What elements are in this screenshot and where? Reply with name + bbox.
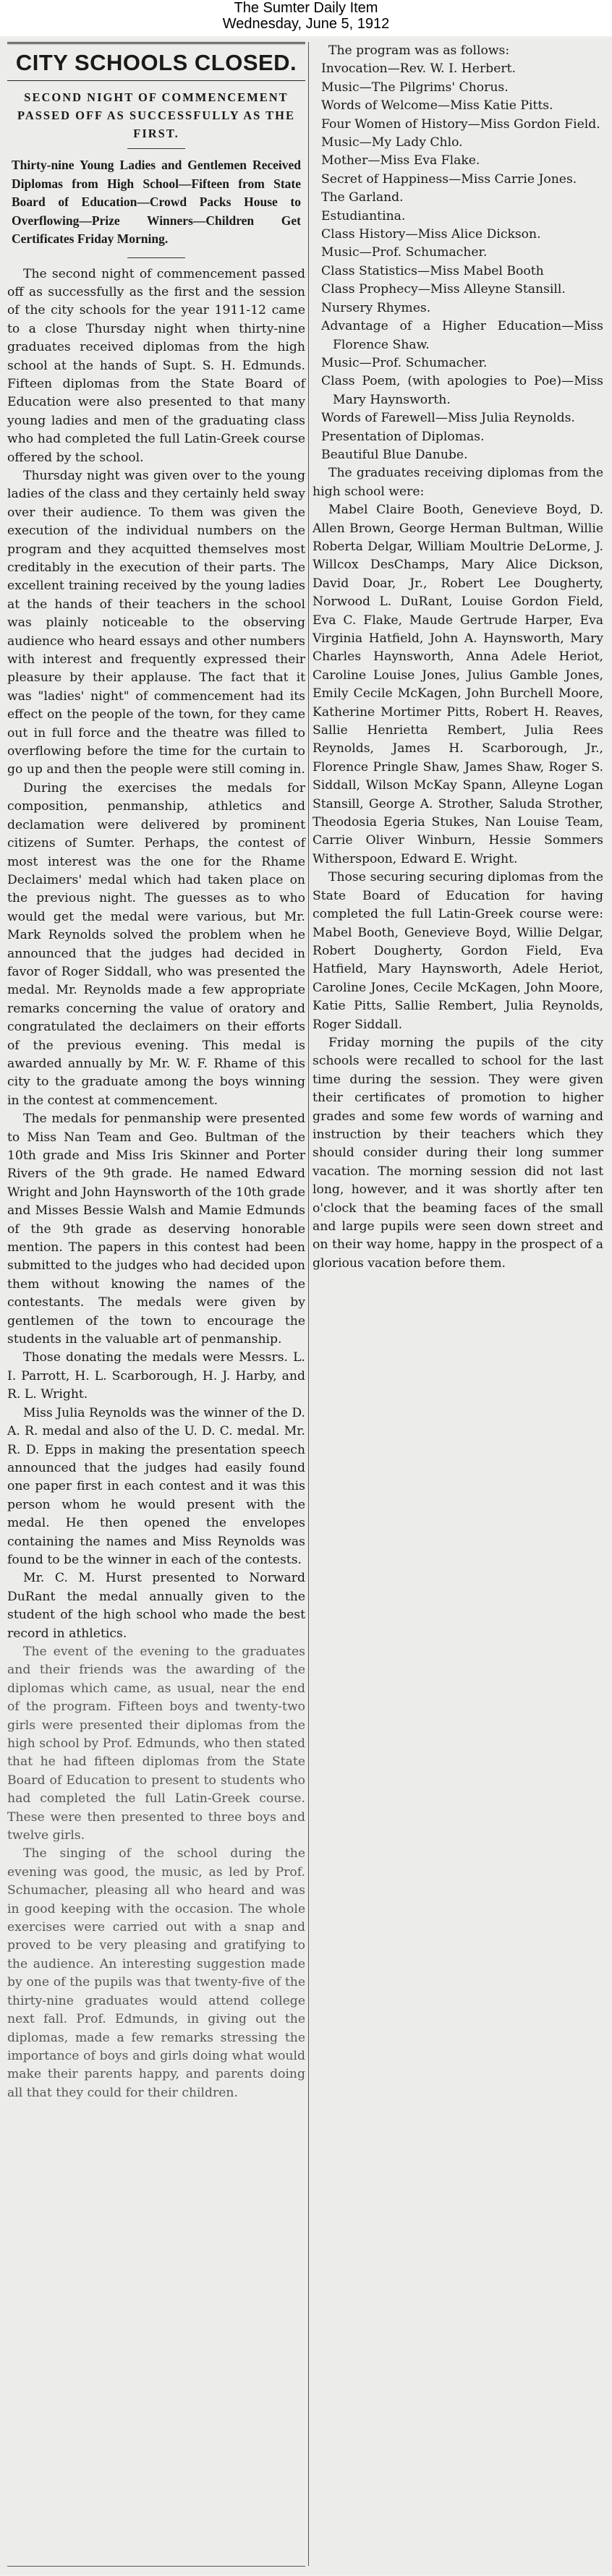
program-item: Class History—Miss Alice Dickson.: [321, 227, 541, 242]
program-item: Estudiantina.: [321, 208, 406, 223]
column-rule: [308, 42, 309, 2566]
program-item: Presentation of Diplomas.: [321, 429, 485, 444]
program-item: Class Poem, (with apologies to Poe)—Miss Mary Haynsworth.: [321, 374, 603, 407]
issue-date: Wednesday, June 5, 1912: [222, 16, 390, 32]
left-column: [7, 42, 305, 2566]
program-item: Music—My Lady Chlo.: [321, 135, 463, 150]
newspaper-name: The Sumter Daily Item: [234, 0, 378, 16]
program-item: Secret of Happiness—Miss Carrie Jones.: [321, 171, 577, 187]
separator-rule: [127, 257, 185, 258]
left-paragraphs: [7, 265, 305, 2103]
program-intro: The program was as follows:: [328, 43, 510, 58]
program-item: Class Statistics—Miss Mabel Booth: [321, 263, 544, 278]
article-paragraph: Those donating the medals were Messrs. L. I. Parrott, H. L. Scarborough, H. J. Harby, and R. L. Wright.: [7, 1350, 305, 1402]
article-paragraph: The medals for penmanship were presented to Miss Nan Team and Geo. Bultman of the 10th grade and Miss Iris Skinner and Porter Rivers of the 9th grade. He named Edward Wright and John Haynsworth of the 10th grade and Misses Bessie Walsh and Mamie Edmunds of the 9th grade as deserving honorable mention. The papers in this contest had been submitted to the judges who had decided upon them without knowing the names of the contestants. The medals were given by gentlemen of the town to encourage the students in the valuable art of penmanship.: [7, 1112, 305, 1347]
article-paragraph: The event of the evening to the graduates and their friends was the awarding of the diplomas which came, as usual, near the end of the program. Fifteen boys and twenty-two girls were presented their diplomas from the high school by Prof. Edmunds, who then stated that he had fifteen diplomas from the State Board of Education to present to students who had completed the full Latin-Greek course. These were then presented to three boys and twelve girls.: [7, 1644, 305, 1843]
column-bottom-rule: [7, 2566, 305, 2567]
program-item: Invocation—Rev. W. I. Herbert.: [321, 61, 516, 77]
deck: SECOND NIGHT OF COMMENCEMENT PASSED OFF AS SUCCESSFULLY AS THE FIRST.: [17, 90, 296, 140]
masthead: [0, 0, 612, 36]
program-item: The Garland.: [321, 190, 404, 205]
program-item: Mother—Miss Eva Flake.: [321, 153, 480, 169]
article-paragraph: The second night of commencement passed off as successfully as the first and the session of the city schools for the year 1911-12 came to a close Thursday night when thirty-nine graduates received diplomas from the high school at the hands of Supt. S. H. Edmunds. Fifteen diplomas from the State Board of Education were also presented to that many young ladies and men of the graduating class who had completed the full Latin-Greek course offered by the school.: [7, 266, 305, 465]
program-item: Words of Farewell—Miss Julia Reynolds.: [321, 411, 575, 426]
program-item: Beautiful Blue Danube.: [321, 447, 468, 462]
separator-rule: [127, 148, 185, 149]
graduates-list: Mabel Claire Booth, Genevieve Boyd, D. Allen Brown, George Herman Bultman, Willie Roberta Delgar, William Moultrie DeLorme, J. Willcox DesChamps, Mary Alice Dickson, David Doar, Jr., Robert Lee Dougherty, Norwood L. DuRant, Louise Gordon Field, Eva C. Flake, Maude Gertrude Harper, Eva Virginia Hatfield, John A. Haynsworth, Mary Charles Haynsworth, Anna Adele Heriot, Caroline Louise Jones, Julius Gamble Jones, Emily Cecile McKagen, John Burchell Moore, Katherine Mortimer Pitts, Robert H. Reaves, Sallie Henrietta Rembert, Julia Rees Reynolds, James H. Scarborough, Jr., Florence Pringle Shaw, James Shaw, Roger S. Siddall, Wilson McKay Spann, Alleyne Logan Stansill, George A. Strother, Saluda Strother, Theodosia Egeria Stukes, Nan Louise Team, Carrie Oliver Winburn, Hessie Sommers Witherspoon, Edward E. Wright.: [313, 503, 603, 866]
program-item: Nursery Rhymes.: [321, 300, 431, 315]
program-item: Words of Welcome—Miss Katie Pitts.: [321, 98, 553, 114]
article-paragraph: Miss Julia Reynolds was the winner of the D. A. R. medal and also of the U. D. C. medal. Mr. R. D. Epps in making the presentation speech announced that the judges had easily found one paper first in each contest and it was this person whom he would present with the medal. He then opened the envelopes containing the names and Miss Reynolds was found to be the winner in each of the contests.: [7, 1405, 305, 1567]
subdeck: Thirty-nine Young Ladies and Gentlemen Received Diplomas from High School—Fifteen from State Board of Education—Crowd Packs House to Overflowing—Prize Winners—Children Get Certificates Friday Morning.: [12, 158, 301, 246]
program-item: Music—The Pilgrims' Chorus.: [321, 80, 509, 95]
program-item: Four Women of History—Miss Gordon Field.: [321, 116, 600, 132]
article-paragraph: Thursday night was given over to the young ladies of the class and they certainly held sway over their audience. To them was given the execution of the individual numbers on the program and they acquitted themselves most creditably in the execution of their parts. The excellent training received by the young ladies at the hands of their teachers in the school was plainly noticeable to the observing audience who heard essays and other numbers with interest and frequently expressed their pleasure by their applause. The fact that it was "ladies' night" of commencement had its effect on the people of the town, for they came out in full force and the theatre was filled to overflowing before the time for the curtain to go up and then the people were still coming in.: [7, 468, 305, 777]
article-paragraph: During the exercises the medals for composition, penmanship, athletics and declamation were delivered by prominent citizens of Sumter. Perhaps, the contest of most interest was the one for the Rhame Declaimers' medal which had taken place on the previous night. The guesses as to who would get the medal were various, but Mr. Mark Reynolds solved the problem when he announced that the judges had decided in favor of Roger Siddall, who was presented the medal. Mr. Reynolds made a few appropriate remarks concerning the value of oratory and congratulated the declaimers on their efforts of the previous evening. This medal is awarded annually by Mr. W. F. Rhame of this city to the graduate among the boys winning in the contest at commencement.: [7, 780, 305, 1108]
graduates-intro: The graduates receiving diplomas from the high school were:: [313, 466, 603, 499]
program-item: Advantage of a Higher Education—Miss Florence Shaw.: [321, 319, 603, 352]
state-diplomas: Those securing securing diplomas from the State Board of Education for having completed the full Latin-Greek course were: Mabel Booth, Genevieve Boyd, Willie Delgar, Robert Dougherty, Gordon Field, Eva Hatfield, Mary Haynsworth, Adele Heriot, Caroline Jones, Cecile McKagen, John Moore, Katie Pitts, Sallie Rembert, Julia Reynolds, Roger Siddall.: [313, 870, 603, 1032]
program-item: Music—Prof. Schumacher.: [321, 355, 488, 370]
right-column: [313, 42, 603, 1271]
newspaper-page: [0, 38, 612, 2575]
program-item: Music—Prof. Schumacher.: [321, 245, 488, 260]
article-paragraph: Mr. C. M. Hurst presented to Norward DuRant the medal annually given to the student of the high school who made the best record in athletics.: [7, 1571, 305, 1641]
article-paragraph: The singing of the school during the evening was good, the music, as led by Prof. Schumacher, pleasing all who heard and was in good keeping with the occasion. The whole exercises were carried out with a snap and proved to be very pleasing and gratifying to the audience. An interesting suggestion made by one of the pupils was that twenty-five of the thirty-nine graduates would attend college next fall. Prof. Edmunds, in giving out the diplomas, made a few remarks stressing the importance of boys and girls doing what would make their parents happy, and parents doing all that they could for their children.: [7, 1846, 305, 2100]
program-item: Class Prophecy—Miss Alleyne Stansill.: [321, 282, 566, 297]
program-list: [313, 60, 603, 464]
headline: CITY SCHOOLS CLOSED.: [7, 42, 305, 81]
closing-paragraph: Friday morning the pupils of the city schools were recalled to school for the last time during the session. They were given their certificates of promotion to higher grades and some few words of warning and instruction by their teachers which they should consider during their long summer vacation. The morning session did not last long, however, and it was shortly after ten o'clock that the beaming faces of the small and large pupils were seen down street and on their way home, happy in the prospect of a glorious vacation before them.: [313, 1035, 603, 1271]
